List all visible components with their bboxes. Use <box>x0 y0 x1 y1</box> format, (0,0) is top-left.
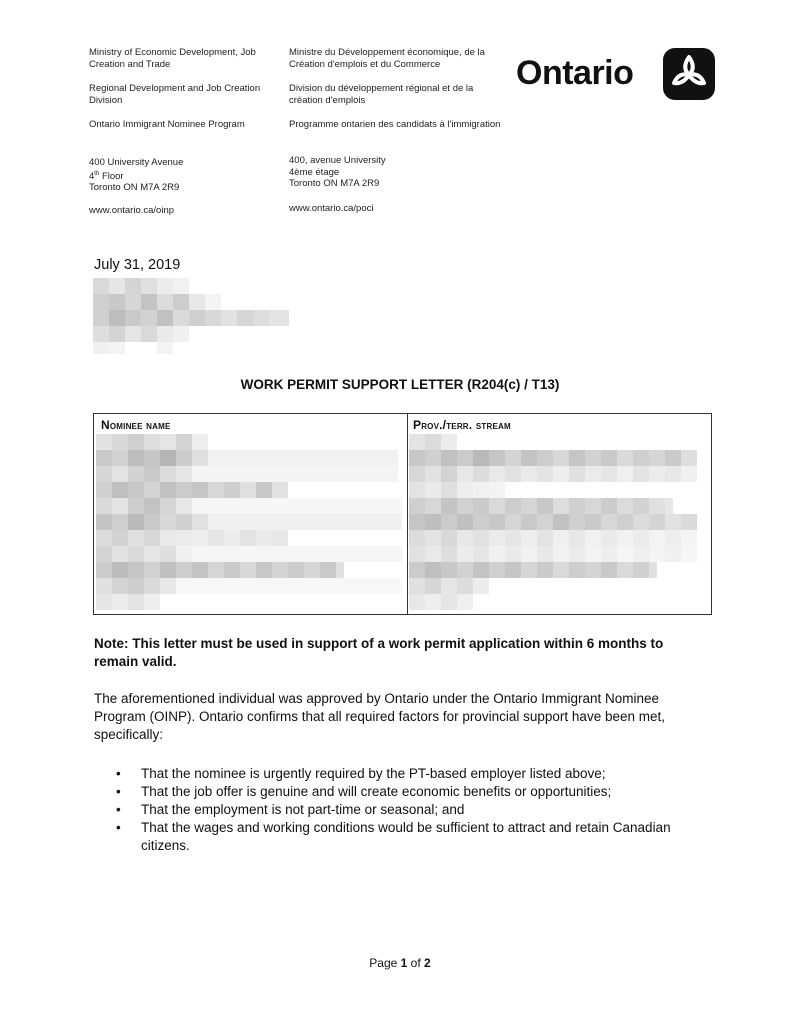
address-en-line1: 400 University Avenue <box>89 157 184 168</box>
program-en: Ontario Immigrant Nominee Program <box>89 119 245 130</box>
page-number <box>0 956 800 970</box>
letter-title: WORK PERMIT SUPPORT LETTER (R204(c) / T13) <box>240 377 560 392</box>
table-column-divider <box>407 414 408 614</box>
address-fr-line1: 400, avenue University <box>289 155 386 166</box>
division-en: Regional Development and Job Creation Division <box>89 83 261 106</box>
trillium-icon <box>663 48 715 100</box>
program-fr: Programme ontarien des candidats à l'immigration <box>289 119 501 130</box>
list-item <box>94 819 704 855</box>
floor-suffix: th <box>94 170 100 177</box>
criteria-list <box>94 765 704 855</box>
header-nominee-name: Nominee name <box>101 418 171 432</box>
criteria-text: That the nominee is urgently required by the PT-based employer listed above; <box>141 766 606 781</box>
address-fr <box>289 155 509 190</box>
address-en-line3: Toronto ON M7A 2R9 <box>89 182 180 194</box>
list-item <box>94 783 704 801</box>
address-fr-line3: Toronto ON M7A 2R9 <box>289 178 380 189</box>
address-en-floor <box>89 169 274 183</box>
approval-paragraph: The aforementioned individual was approved by Ontario under the Ontario Immigrant Nominee Program (OINP). Ontario confirms that all required factors for provincial support have been met, specifically: <box>94 691 665 742</box>
address-fr-line2: 4ème étage <box>289 166 340 178</box>
letter-date: July 31, 2019 <box>94 257 181 273</box>
logo-wordmark: Ontario <box>516 54 634 92</box>
list-item <box>94 801 704 819</box>
redacted-nominee-cell <box>96 434 402 617</box>
bullet-icon: • <box>116 820 121 835</box>
criteria-text: That the job offer is genuine and will create economic benefits or opportunities; <box>141 784 612 799</box>
website-fr-link[interactable]: www.ontario.ca/poci <box>289 203 374 214</box>
page-current: 1 <box>400 956 408 970</box>
division-fr: Division du développement régional et de la création d'emplois <box>289 83 474 106</box>
page-prefix: Page <box>369 956 401 970</box>
page-mid: of <box>407 956 425 970</box>
criteria-text: That the employment is not part-time or seasonal; and <box>141 802 465 817</box>
bullet-icon: • <box>116 784 121 799</box>
address-en <box>89 157 274 194</box>
header-prov-stream: Prov./terr. stream <box>413 418 511 432</box>
nominee-table <box>93 413 712 615</box>
ministry-en: Ministry of Economic Development, Job Creation and Trade <box>89 47 256 70</box>
ontario-logo <box>516 48 716 104</box>
redacted-recipient <box>93 278 293 358</box>
bullet-icon: • <box>116 802 121 817</box>
list-item <box>94 765 704 783</box>
website-en-link[interactable]: www.ontario.ca/oinp <box>89 205 175 216</box>
validity-note: Note: This letter must be used in support of a work permit application within 6 months to remain valid. <box>94 636 664 669</box>
ministry-fr: Ministre du Développement économique, de la Création d'emplois et du Commerce <box>289 47 485 70</box>
redacted-stream-cell <box>409 434 709 617</box>
bullet-icon: • <box>116 766 121 781</box>
page-total: 2 <box>424 956 431 970</box>
floor-number: 4 <box>89 170 95 182</box>
floor-word: Floor <box>99 170 124 182</box>
criteria-text: That the wages and working conditions would be sufficient to attract and retain Canadian citizens. <box>141 820 671 853</box>
